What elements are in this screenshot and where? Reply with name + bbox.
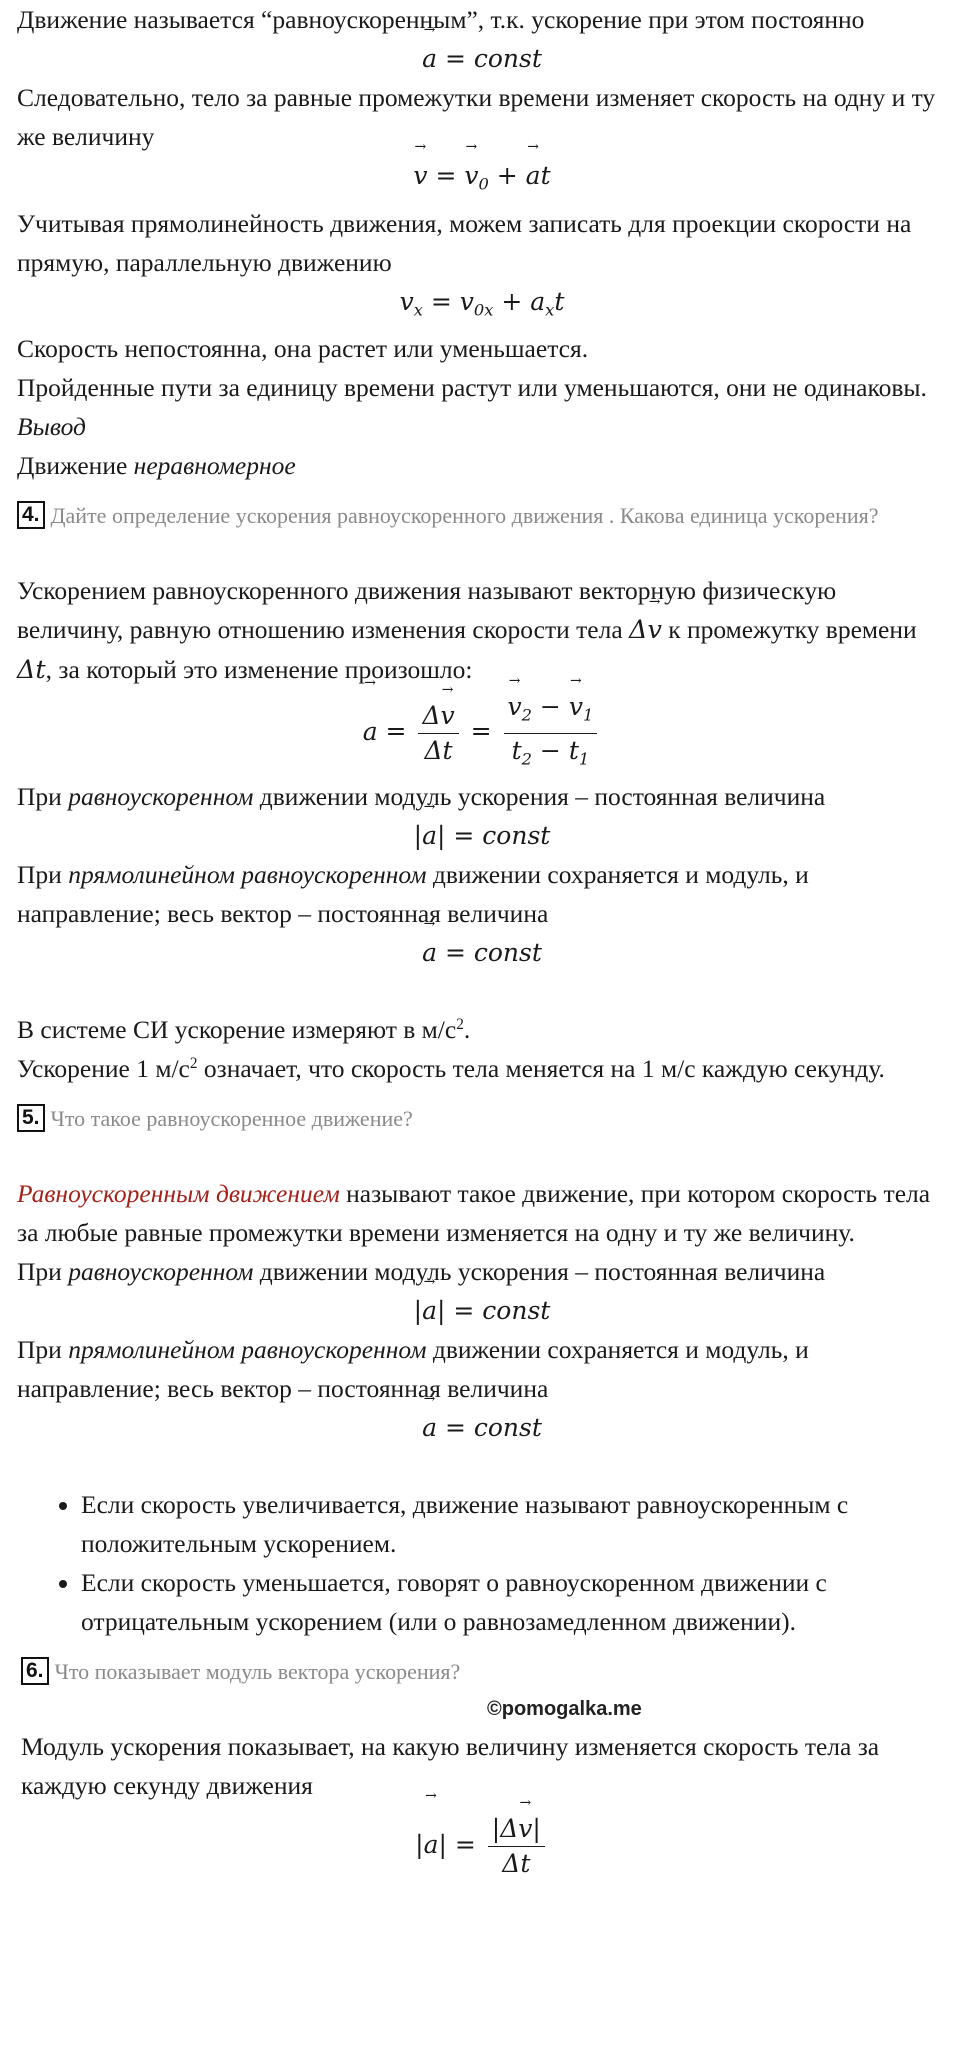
q4-vector-text: При прямолинейном равноускоренном движении сохраняется и модуль, и направление; весь вектор – постоянная величина [17, 859, 809, 928]
formula-modulus-ratio: |→ a| = $\frac{|\Delta\to v|}{\Delta t}$ [17, 1805, 947, 1885]
intro-line-2: Следовательно, тело за равные промежутки времени изменяет скорость на одну и ту же величину [17, 83, 936, 151]
unit-meaning-text: Ускорение 1 $м/с^2$ означает, что скорость тела меняется на 1 м/с каждую секунду. [17, 1053, 885, 1083]
question-6 [17, 1655, 947, 1689]
bullet-list [17, 1485, 947, 1641]
conclusion-text: Движение неравномерное [17, 451, 296, 481]
question-4 [17, 499, 947, 533]
list-item: • Если скорость увеличивается, движение называют равноускоренным с положительным ускорением. [81, 1485, 947, 1563]
si-unit-text: В системе СИ ускорение измеряют в $м/с^2$. [17, 1014, 471, 1044]
conclusion-label: Вывод [17, 412, 86, 442]
question-5 [17, 1102, 947, 1136]
formula-modulus-const-2: |→ a| = const [17, 1291, 947, 1330]
watermark-text: ©pomogalka.me [487, 1698, 642, 1720]
q5-definition: Равноускоренным движением называют такое движение, при котором скорость тела за любые равные промежутки времени изменяется на одну и ту же величину. [17, 1178, 931, 1247]
intro-line-1: Движение называется “равноускоренным”, т.к. ускорение при этом постоянно [17, 5, 865, 34]
formula-a-const: → a = const [17, 39, 947, 78]
question-number-6: 6. [21, 1657, 49, 1685]
formula-acceleration-definition: → a = $\frac{\Delta\to v}{\Delta t}$ = → $\frac{v_2 - \to v_1}{t_2 - t_1}$ [17, 690, 947, 776]
question-number-4: 4. [17, 501, 45, 529]
question-number-5: 5. [17, 1104, 45, 1132]
formula-vector-const-2: → a = const [17, 1408, 947, 1447]
q6-answer: Модуль ускорения показывает, на какую величину изменяется скорость тела за каждую секунду движения [21, 1731, 880, 1800]
question-6-text: Что показывает модуль вектора ускорения? [54, 1658, 461, 1684]
question-5-text: Что такое равноускоренное движение? [50, 1105, 413, 1131]
q4-modulus-text: При равноускоренном движении модуль ускорения – постоянная величина [17, 781, 826, 811]
formula-velocity-projection: $v_x = v_{0x} + a_xt$ [399, 286, 565, 320]
intro-line-5: Пройденные пути за единицу времени растут или уменьшаются, они не одинаковы. [17, 373, 927, 403]
q4-definition: Ускорением равноускоренного движения называют векторную физическую величину, равную отношению изменения скорости тела Δ→ v к промежутку времени Δt, за который это изменение произошло: [17, 571, 947, 690]
formula-velocity-vector: → v = → $v_0$ + → at [17, 156, 947, 204]
document-page [17, 0, 947, 1885]
formula-modulus-const: |→ a| = const [17, 816, 947, 855]
list-item: • Если скорость уменьшается, говорят о равноускоренном движении с отрицательным ускорением (или о равнозамедленном движении). [81, 1563, 947, 1641]
intro-line-4: Скорость непостоянна, она растет или уменьшается. [17, 334, 589, 364]
question-4-text: Дайте определение ускорения равноускоренного движения . Какова единица ускорения? [50, 503, 879, 529]
formula-vector-const: → a = const [17, 933, 947, 972]
q5-vector-text: При прямолинейном равноускоренном движении сохраняется и модуль, и направление; весь вектор – постоянная величина [17, 1334, 809, 1403]
q5-modulus-text: При равноускоренном движении модуль ускорения – постоянная величина [17, 1256, 826, 1286]
intro-line-3: Учитывая прямолинейность движения, можем записать для проекции скорости на прямую, параллельную движению [17, 208, 912, 277]
